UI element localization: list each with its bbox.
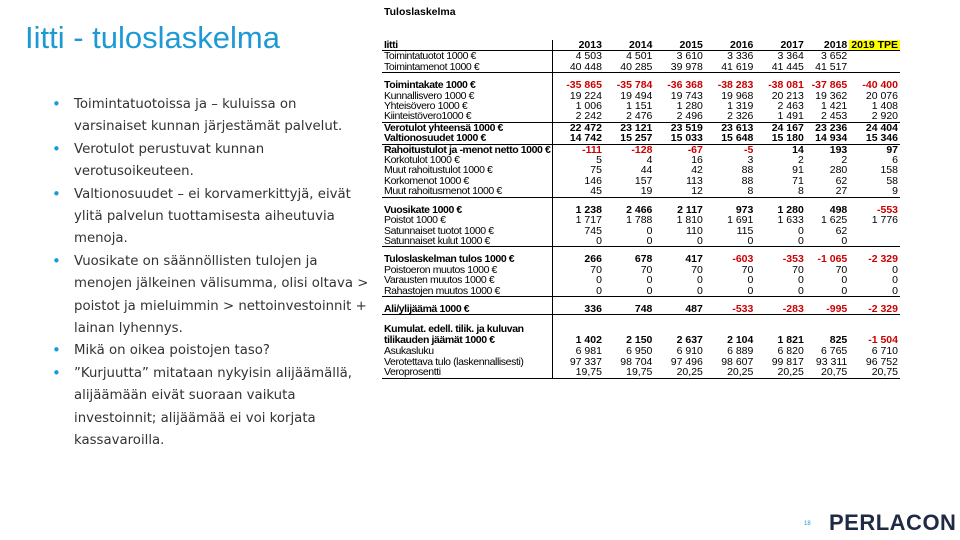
cell-value: 96 752 [865,356,898,368]
cell-value: 41 445 [771,61,804,73]
cell-value: 2 637 [676,334,703,347]
cell-value: -603 [732,254,754,265]
perlacon-logo: PERLACON [829,510,957,535]
cell-value: 70 [691,264,703,276]
row-label: Satunnaiset kulut 1000 € [382,236,553,247]
cell-value: 0 [596,285,602,297]
cell-value: 8 [747,186,754,198]
cell-value: -1 065 [817,254,848,265]
cell-value: 1 691 [727,215,754,226]
cell-value: -40 400 [862,80,898,91]
cell-value: 1 280 [676,101,703,112]
cell-value: 3 336 [727,50,754,62]
cell-value: 157 [634,175,653,187]
cell-value: 2 920 [871,111,898,123]
cell-value: 62 [835,175,848,187]
row-label: Tuloslaskelman tulos 1000 € [382,254,553,264]
table-row [382,226,900,236]
cell-value: 8 [797,186,804,198]
cell-value: 22 472 [553,122,604,133]
cell-value: 42 [691,165,703,176]
cell-value: 40 285 [620,61,653,73]
cell-value: 19 362 [815,90,848,102]
cell-value: 417 [685,254,703,265]
row-label: Vuosikate 1000 € [382,205,553,215]
cell-value: 1 402 [575,334,602,347]
table-row [382,155,900,165]
table-row [382,51,900,62]
row-label: Varausten muutos 1000 € [382,275,553,285]
cell-value: 0 [747,275,754,286]
cell-value: 0 [596,275,602,286]
cell-value: 158 [880,165,898,176]
cell-value: 97 [849,144,900,155]
cell-value: -67 [654,144,704,155]
cell-value: 0 [596,235,602,247]
cell-value: 19 968 [721,90,754,102]
cell-value: 40 448 [569,61,602,73]
table-body [382,40,900,378]
table-row [382,265,900,275]
cell-value: 0 [797,235,804,247]
cell-value: 70 [590,264,602,276]
row-label: Verotettava tulo (laskennallisesti) [382,357,553,367]
cell-value: 0 [697,235,703,247]
cell-value: 113 [686,175,703,187]
table-row [382,357,900,367]
slide-title: Iitti - tuloslaskelma [25,20,280,55]
cell-value: 0 [646,235,653,247]
cell-value: 23 519 [654,122,704,133]
cell-value: 71 [792,175,804,187]
cell-value: 1 151 [626,101,653,112]
cell-value: 0 [841,275,848,286]
cell-value: -353 [782,254,804,265]
cell-value: 70 [640,264,653,276]
cell-value: 2 476 [626,111,653,123]
row-label: Verotulot yhteensä 1000 € [382,122,553,133]
table-row [382,304,900,315]
cell-value: 19 494 [620,90,653,102]
row-separator [382,247,900,255]
cell-value: 748 [634,303,653,315]
cell-value: 20,25 [755,367,805,378]
row-separator [382,296,900,304]
cell-value: 0 [646,225,653,236]
cell-value: 23 236 [806,122,849,133]
cell-value: 2 453 [820,111,848,123]
cell-value: 2 [841,155,848,166]
row-label: Muut rahoitustulot 1000 € [382,165,553,175]
cell-value: 91 [792,165,804,176]
cell-value: 2 [797,155,804,166]
cell-value: 3 [747,155,754,166]
table-row [382,215,900,225]
row-separator [382,197,900,205]
cell-value: 193 [806,144,849,155]
cell-value: 5 [596,155,602,166]
cell-value: 75 [590,165,602,176]
cell-value: 6 910 [676,346,703,357]
cell-value: 62 [835,225,848,236]
cell-value: 6 [892,155,898,166]
cell-value [849,226,900,236]
cell-value: -111 [553,144,604,155]
cell-value: 678 [634,254,653,265]
cell-value: 14 934 [815,133,848,145]
table-row [382,101,900,111]
cell-value: 41 619 [721,61,754,73]
cell-value: 20,25 [654,367,704,378]
cell-value: 20 213 [771,90,804,102]
cell-value: 115 [736,225,754,236]
cell-value: -35 784 [616,80,653,91]
cell-value: 0 [747,235,754,247]
cell-value: 0 [892,285,898,297]
row-label: Rahoitustulot ja -menot netto 1000 € [382,144,553,155]
cell-value: 24 404 [849,122,900,133]
cell-value: 487 [685,303,703,315]
cell-value: 4 501 [626,50,653,62]
cell-value: 39 978 [670,61,703,73]
cell-value: 1 006 [575,101,602,112]
row-label: Toimintatuotot 1000 € [382,51,553,62]
row-separator [382,315,900,323]
table-row [382,80,900,90]
cell-value: 336 [584,303,602,315]
table-row [382,144,900,155]
row-label: Kumulat. edell. tilik. ja kuluvan tilikauden jäämät 1000 € [382,322,553,346]
cell-value [849,51,900,62]
cell-value: 1 319 [727,101,754,112]
table-row [382,62,900,73]
row-label: Kunnallisvero 1000 € [382,91,553,101]
cell-value: 2017 [755,40,805,51]
cell-value: -1 504 [868,334,898,347]
table-row [382,254,900,264]
row-label: Toimintakate 1000 € [382,80,553,90]
cell-value: 0 [797,285,804,297]
bullet-item: • Vuosikate on säännöllisten tulojen ja menojen jälkeinen välisumma, olisi oltava > poistot ja mieluimmin > nettoinvestoinnit + lainan lyhennys. [52,251,370,341]
table-row [382,275,900,285]
cell-value: 0 [797,275,804,286]
cell-value: 2018 [806,40,849,51]
cell-value: 19 743 [670,90,703,102]
table-row [382,111,900,122]
table-row [382,122,900,133]
cell-value: 2019 TPE [849,40,900,51]
cell-value: 24 167 [755,122,805,133]
cell-value: 19,75 [553,367,604,378]
cell-value: 2 104 [727,334,754,347]
statement-grid [382,40,900,379]
cell-value: 0 [747,285,754,297]
table-title: Tuloslaskelma [384,6,456,18]
cell-value: -283 [782,303,804,315]
cell-value: 88 [741,165,754,176]
cell-value: 23 121 [604,122,654,133]
cell-value: 12 [691,186,703,198]
cell-value: 93 311 [815,356,848,368]
bullet-item: • Toimintatuotoissa ja – kuluissa on varsinaiset kunnan järjestämät palvelut. [52,94,370,139]
cell-value: 15 346 [865,133,898,145]
cell-value: 23 613 [705,122,755,133]
cell-value: 6 710 [871,346,898,357]
table-row [382,133,900,144]
cell-value: 16 [691,155,703,166]
cell-value: 27 [835,186,848,198]
row-label: Kiinteistövero1000 € [382,111,553,122]
cell-value: 146 [584,175,602,187]
cell-value [849,236,900,247]
cell-value: 1 238 [575,204,602,216]
page-number: 18 [804,521,811,527]
cell-value: 20,75 [849,367,900,378]
cell-value: 745 [584,225,602,236]
cell-value: 9 [892,186,898,198]
cell-value: 1 821 [777,334,804,347]
cell-value: 0 [797,225,804,236]
cell-value: 88 [741,175,754,187]
cell-value: 2 242 [575,111,602,123]
table-row [382,91,900,101]
cell-value: 58 [886,175,898,187]
cell-value: 0 [841,235,848,247]
row-label: Iitti [382,40,553,51]
cell-value: 4 [646,155,653,166]
bullet-item: • Verotulot perustuvat kunnan verotusoikeuteen. [52,139,370,184]
cell-value: -995 [826,303,848,315]
cell-value: -128 [604,144,654,155]
cell-value: 3 610 [676,50,703,62]
cell-value: 2 463 [777,101,804,112]
table-row [382,346,900,356]
cell-value: 15 033 [670,133,703,145]
cell-value: 2 466 [626,204,653,216]
cell-value: 97 496 [670,356,703,368]
cell-value: 1 810 [676,215,703,226]
cell-value: 1 280 [777,204,804,216]
row-label: Ali/ylijäämä 1000 € [382,304,553,315]
cell-value: 14 742 [569,133,602,145]
table-row [382,236,900,247]
cell-value: 2 326 [727,111,754,123]
row-label: Poistoeron muutos 1000 € [382,265,553,275]
cell-value: 1 421 [820,101,848,112]
cell-value: 1 776 [871,215,898,226]
cell-value: 41 517 [815,61,848,73]
bullet-item: • Valtionosuudet – ei korvamerkittyjä, eivät ylitä palvelun tuottamisesta aiheutuvia menoja. [52,184,370,251]
cell-value: 266 [584,254,602,265]
income-statement-table [378,4,900,497]
cell-value: 20,75 [806,367,849,378]
cell-value: 19 [640,186,653,198]
cell-value: -553 [876,204,898,216]
cell-value: 2 150 [626,334,653,347]
bullet-list [52,94,370,453]
cell-value: 280 [829,165,848,176]
cell-value: 15 257 [620,133,653,145]
cell-value: 6 889 [727,346,754,357]
cell-value: 14 [755,144,805,155]
cell-value: 44 [640,165,653,176]
cell-value: -38 081 [768,80,804,91]
cell-value: 45 [590,186,602,198]
cell-value: 1 491 [777,111,804,123]
table-header-row [382,40,900,51]
row-label: Korkomenot 1000 € [382,176,553,186]
table-row [382,286,900,297]
row-label: Satunnaiset tuotot 1000 € [382,226,553,236]
cell-value: 2 496 [676,111,703,123]
cell-value: -38 283 [717,80,754,91]
cell-value: 2014 [604,40,654,51]
cell-value: 2015 [654,40,704,51]
table-row [382,165,900,175]
table-row [382,186,900,197]
cell-value: 1 633 [777,215,804,226]
row-label: Korkotulot 1000 € [382,155,553,165]
cell-value: 2 117 [677,204,703,216]
cell-value: 98 607 [721,356,754,368]
table-row [382,176,900,186]
cell-value: 70 [835,264,848,276]
cell-value: 0 [697,285,703,297]
cell-value: 0 [646,275,653,286]
cell-value: -37 865 [811,80,848,91]
bullet-item: • Mikä on oikea poistojen taso? [52,340,370,362]
row-separator [382,73,900,81]
cell-value: -35 865 [566,80,602,91]
cell-value: 3 652 [820,50,848,62]
cell-value: 6 981 [575,346,602,357]
cell-value: 1 788 [626,215,653,226]
cell-value: 4 503 [575,50,602,62]
cell-value: 0 [841,285,848,297]
cell-value: 3 364 [777,50,804,62]
cell-value: 70 [741,264,754,276]
cell-value: -5 [705,144,755,155]
cell-value: 20 076 [865,90,898,102]
cell-value: 0 [892,264,898,276]
cell-value: 973 [735,204,754,216]
cell-value: 110 [686,225,703,236]
cell-value: 19 224 [569,90,602,102]
cell-value: 97 337 [569,356,602,368]
cell-value: 1 717 [575,215,602,226]
cell-value: -2 329 [868,303,898,315]
cell-value: -2 329 [868,254,898,265]
cell-value: 0 [892,275,898,286]
row-label: Rahastojen muutos 1000 € [382,286,553,297]
cell-value: -533 [732,303,754,315]
cell-value: 2016 [705,40,755,51]
table-row [382,322,900,346]
cell-value: 2013 [553,40,604,51]
table-row [382,205,900,215]
cell-value: 1 625 [820,215,848,226]
cell-value [849,62,900,73]
cell-value: 498 [829,204,848,216]
row-label: Veroprosentti [382,367,553,378]
row-label: Valtionosuudet 1000 € [382,133,553,144]
cell-value: 6 950 [626,346,653,357]
bullet-item: • ”Kurjuutta” mitataan nykyisin alijäämällä, alijäämään eivät suoraan vaikuta investoinnit; alijäämää ei voi korjata kassavaroilla. [52,363,370,453]
cell-value: 1 408 [871,101,898,112]
cell-value: 0 [697,275,703,286]
cell-value: 0 [646,285,653,297]
cell-value: 99 817 [771,356,804,368]
row-label: Toimintamenot 1000 € [382,62,553,73]
row-label: Poistot 1000 € [382,215,553,225]
cell-value: 6 765 [820,346,848,357]
cell-value: 19,75 [604,367,654,378]
cell-value: 98 704 [620,356,653,368]
cell-value: 6 820 [777,346,804,357]
cell-value: 20,25 [705,367,755,378]
table-row [382,367,900,378]
cell-value: 70 [792,264,804,276]
cell-value: 15 648 [721,133,754,145]
cell-value: 825 [829,334,848,347]
cell-value: 15 180 [771,133,804,145]
row-label: Yhteisövero 1000 € [382,101,553,111]
row-label: Muut rahoitusmenot 1000 € [382,186,553,197]
row-label: Asukasluku [382,346,553,356]
cell-value: -36 368 [667,80,703,91]
